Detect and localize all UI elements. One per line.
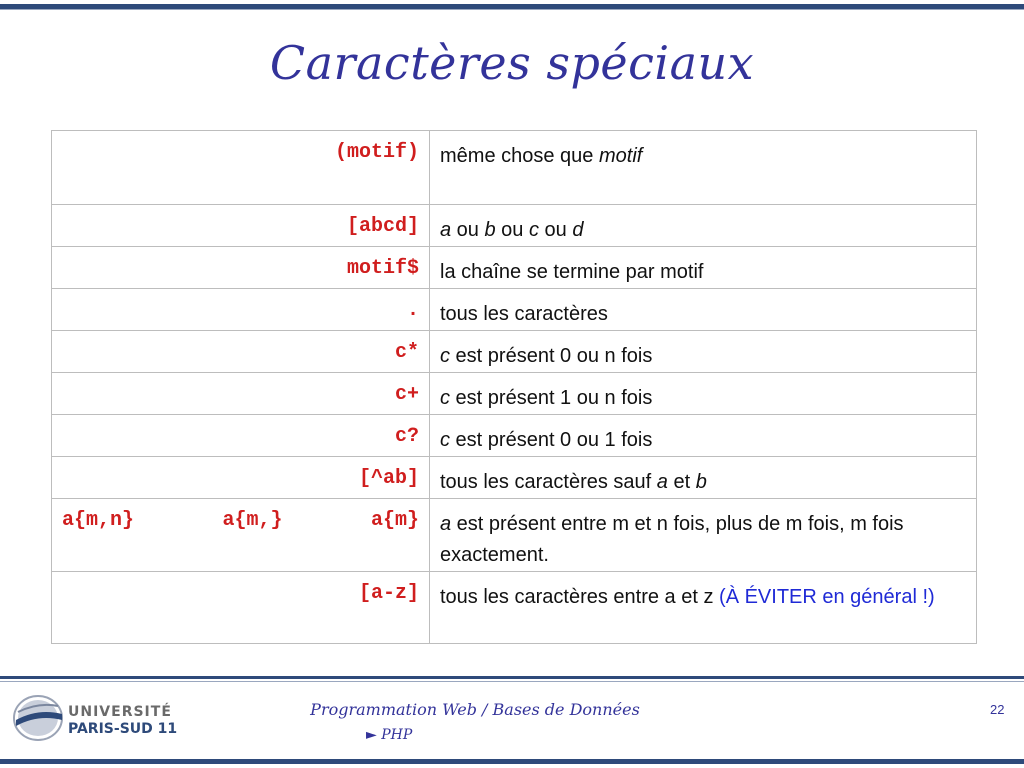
pattern-code: c* [394,341,419,364]
description-cell [430,415,977,457]
description-text: tous les caractères sauf [440,471,657,493]
table-row [52,572,977,644]
description-text: c [440,429,450,451]
description-text: tous les caractères [440,303,608,325]
description-text: ou [451,219,485,241]
pattern-code: a{m,n} [62,509,135,532]
pattern-cell [52,499,430,572]
description-text: c [528,219,539,241]
description-text: la chaîne se termine par motif [440,261,704,283]
description-text: est présent entre m et n fois, plus de m fois, m fois exactement. [440,513,904,566]
logo-line-1: UNIVERSITÉ [68,704,172,720]
description-text: b [695,471,707,493]
description-text: ou [538,219,573,241]
description-text: ou [495,219,529,241]
footer-rule-thin [0,681,1024,682]
pattern-cell [52,415,430,457]
description-text: motif [598,145,643,167]
special-chars-table [51,130,977,644]
pattern-code: a{m} [370,509,419,532]
footer-rule [0,676,1024,679]
page-number: 22 [990,702,1005,717]
description-cell [430,499,977,572]
table-row [52,457,977,499]
logo-line-2: PARIS-SUD 11 [68,721,178,737]
description-cell [430,131,977,205]
pattern-cell [52,289,430,331]
pattern-cell [52,373,430,415]
pattern-code: [^ab] [358,467,419,490]
description-cell [430,457,977,499]
description-text: (À ÉVITER en général !) [719,586,935,608]
pattern-cell [52,457,430,499]
description-cell [430,247,977,289]
bottom-rule [0,759,1024,764]
description-text: et [667,471,696,493]
top-rule [0,4,1024,10]
pattern-code: motif$ [346,257,419,280]
description-cell [430,331,977,373]
pattern-cell [52,331,430,373]
table-row [52,205,977,247]
description-cell [430,373,977,415]
description-text: même chose que [440,145,599,167]
description-text: est présent 1 ou n fois [450,387,653,409]
description-text: d [572,219,584,241]
table-row [52,373,977,415]
pattern-cell [52,247,430,289]
description-text: tous les caractères entre a et z [440,586,720,608]
description-cell [430,572,977,644]
footer-subtitle: ► PHP [366,727,413,743]
pattern-code: c? [394,425,419,448]
table-row [52,415,977,457]
description-text: c [440,387,450,409]
pattern-cell [52,205,430,247]
table-row [52,247,977,289]
description-text: a [656,471,668,493]
pattern-cell [52,131,430,205]
table-row [52,499,977,572]
pattern-code: (motif) [334,141,419,164]
description-text: est présent 0 ou n fois [450,345,653,367]
description-text: c [440,345,450,367]
footer-course-title: Programmation Web / Bases de Données [310,700,640,719]
pattern-code: c+ [394,383,419,406]
table-row [52,331,977,373]
pattern-code: a{m,} [222,509,283,532]
slide-title: Caractères spéciaux [269,36,755,90]
pattern-code: [abcd] [346,215,419,238]
table-row [52,131,977,205]
pattern-code: . [406,299,419,322]
description-text: a [440,513,452,535]
description-text: a [440,219,452,241]
description-cell [430,205,977,247]
description-text: est présent 0 ou 1 fois [450,429,653,451]
table-row [52,289,977,331]
description-cell [430,289,977,331]
pattern-code: [a-z] [358,582,419,605]
pattern-cell [52,572,430,644]
description-text: b [484,219,496,241]
